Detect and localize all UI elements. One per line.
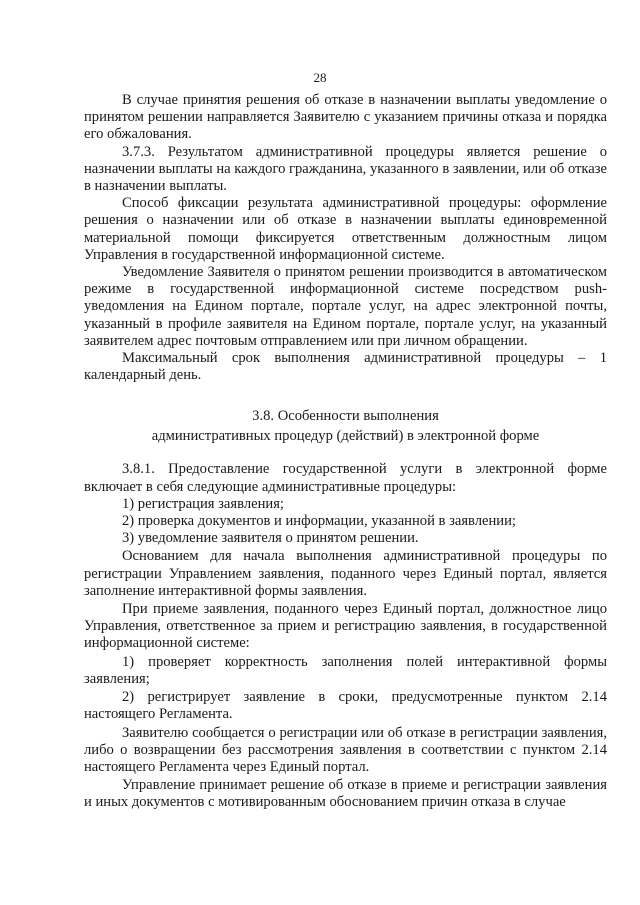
section-heading	[84, 406, 607, 446]
paragraph: Максимальный срок выполнения административной процедуры – 1 календарный день.	[84, 350, 607, 384]
section-heading-line-2: административных процедур (действий) в электронной форме	[151, 428, 540, 445]
paragraph: В случае принятия решения об отказе в назначении выплаты уведомление о принятом решении направляется Заявителю с указанием причины отказа и порядка его обжалования.	[84, 92, 607, 143]
paragraph: 3.7.3. Результатом административной процедуры является решение о назначении выплаты на каждого гражданина, указанного в заявлении, или об отказе в назначении выплаты.	[84, 143, 608, 195]
list-item: 2) проверка документов и информации, указанной в заявлении;	[122, 513, 516, 530]
paragraph: Основанием для начала выполнения административной процедуры по регистрации Управлением заявления, поданного через Единый портал, является заполнение интерактивной формы заявления.	[84, 548, 607, 599]
list-item: 1) проверяет корректность заполнения полей интерактивной формы заявления;	[84, 653, 607, 687]
paragraph: Управление принимает решение об отказе в приеме и регистрации заявления и иных документов с мотивированным обоснованием причин отказа в случае	[84, 777, 607, 811]
paragraph: 3.8.1. Предоставление государственной услуги в электронной форме включает в себя следующие административные процедуры:	[84, 461, 607, 495]
list-item: 1) регистрация заявления;	[122, 495, 284, 512]
paragraph: Заявителю сообщается о регистрации или об отказе в регистрации заявления, либо о возвращении без рассмотрения заявления в соответствии с пунктом 2.14 настоящего Регламента через Единый портал.	[84, 724, 607, 775]
list-item: 2) регистрирует заявление в сроки, предусмотренные пунктом 2.14 настоящего Регламента.	[84, 689, 607, 723]
paragraph: Способ фиксации результата административной процедуры: оформление решения о назначении или об отказе в назначении выплаты единовременной материальной помощи фиксируется ответственным должностным лицом Управления в государственной информационной системе.	[84, 195, 607, 263]
list-item: 3) уведомление заявителя о принятом решении.	[122, 530, 419, 547]
paragraph: Уведомление Заявителя о принятом решении производится в автоматическом режиме в государственной информационной системе посредством push-уведомления на Едином портале, портале услуг, на адрес электронной почты, указанный в профиле заявителя на Едином портале, портале услуг, на указанный заявителем адрес почтовым отправлением или при личном обращении.	[84, 264, 607, 349]
page-number: 28	[313, 70, 327, 85]
section-heading-line-1: 3.8. Особенности выполнения	[252, 408, 439, 425]
paragraph: При приеме заявления, поданного через Единый портал, должностное лицо Управления, ответственное за прием и регистрацию заявления, в государственной информационной системе:	[84, 601, 607, 652]
document-body	[84, 92, 607, 812]
